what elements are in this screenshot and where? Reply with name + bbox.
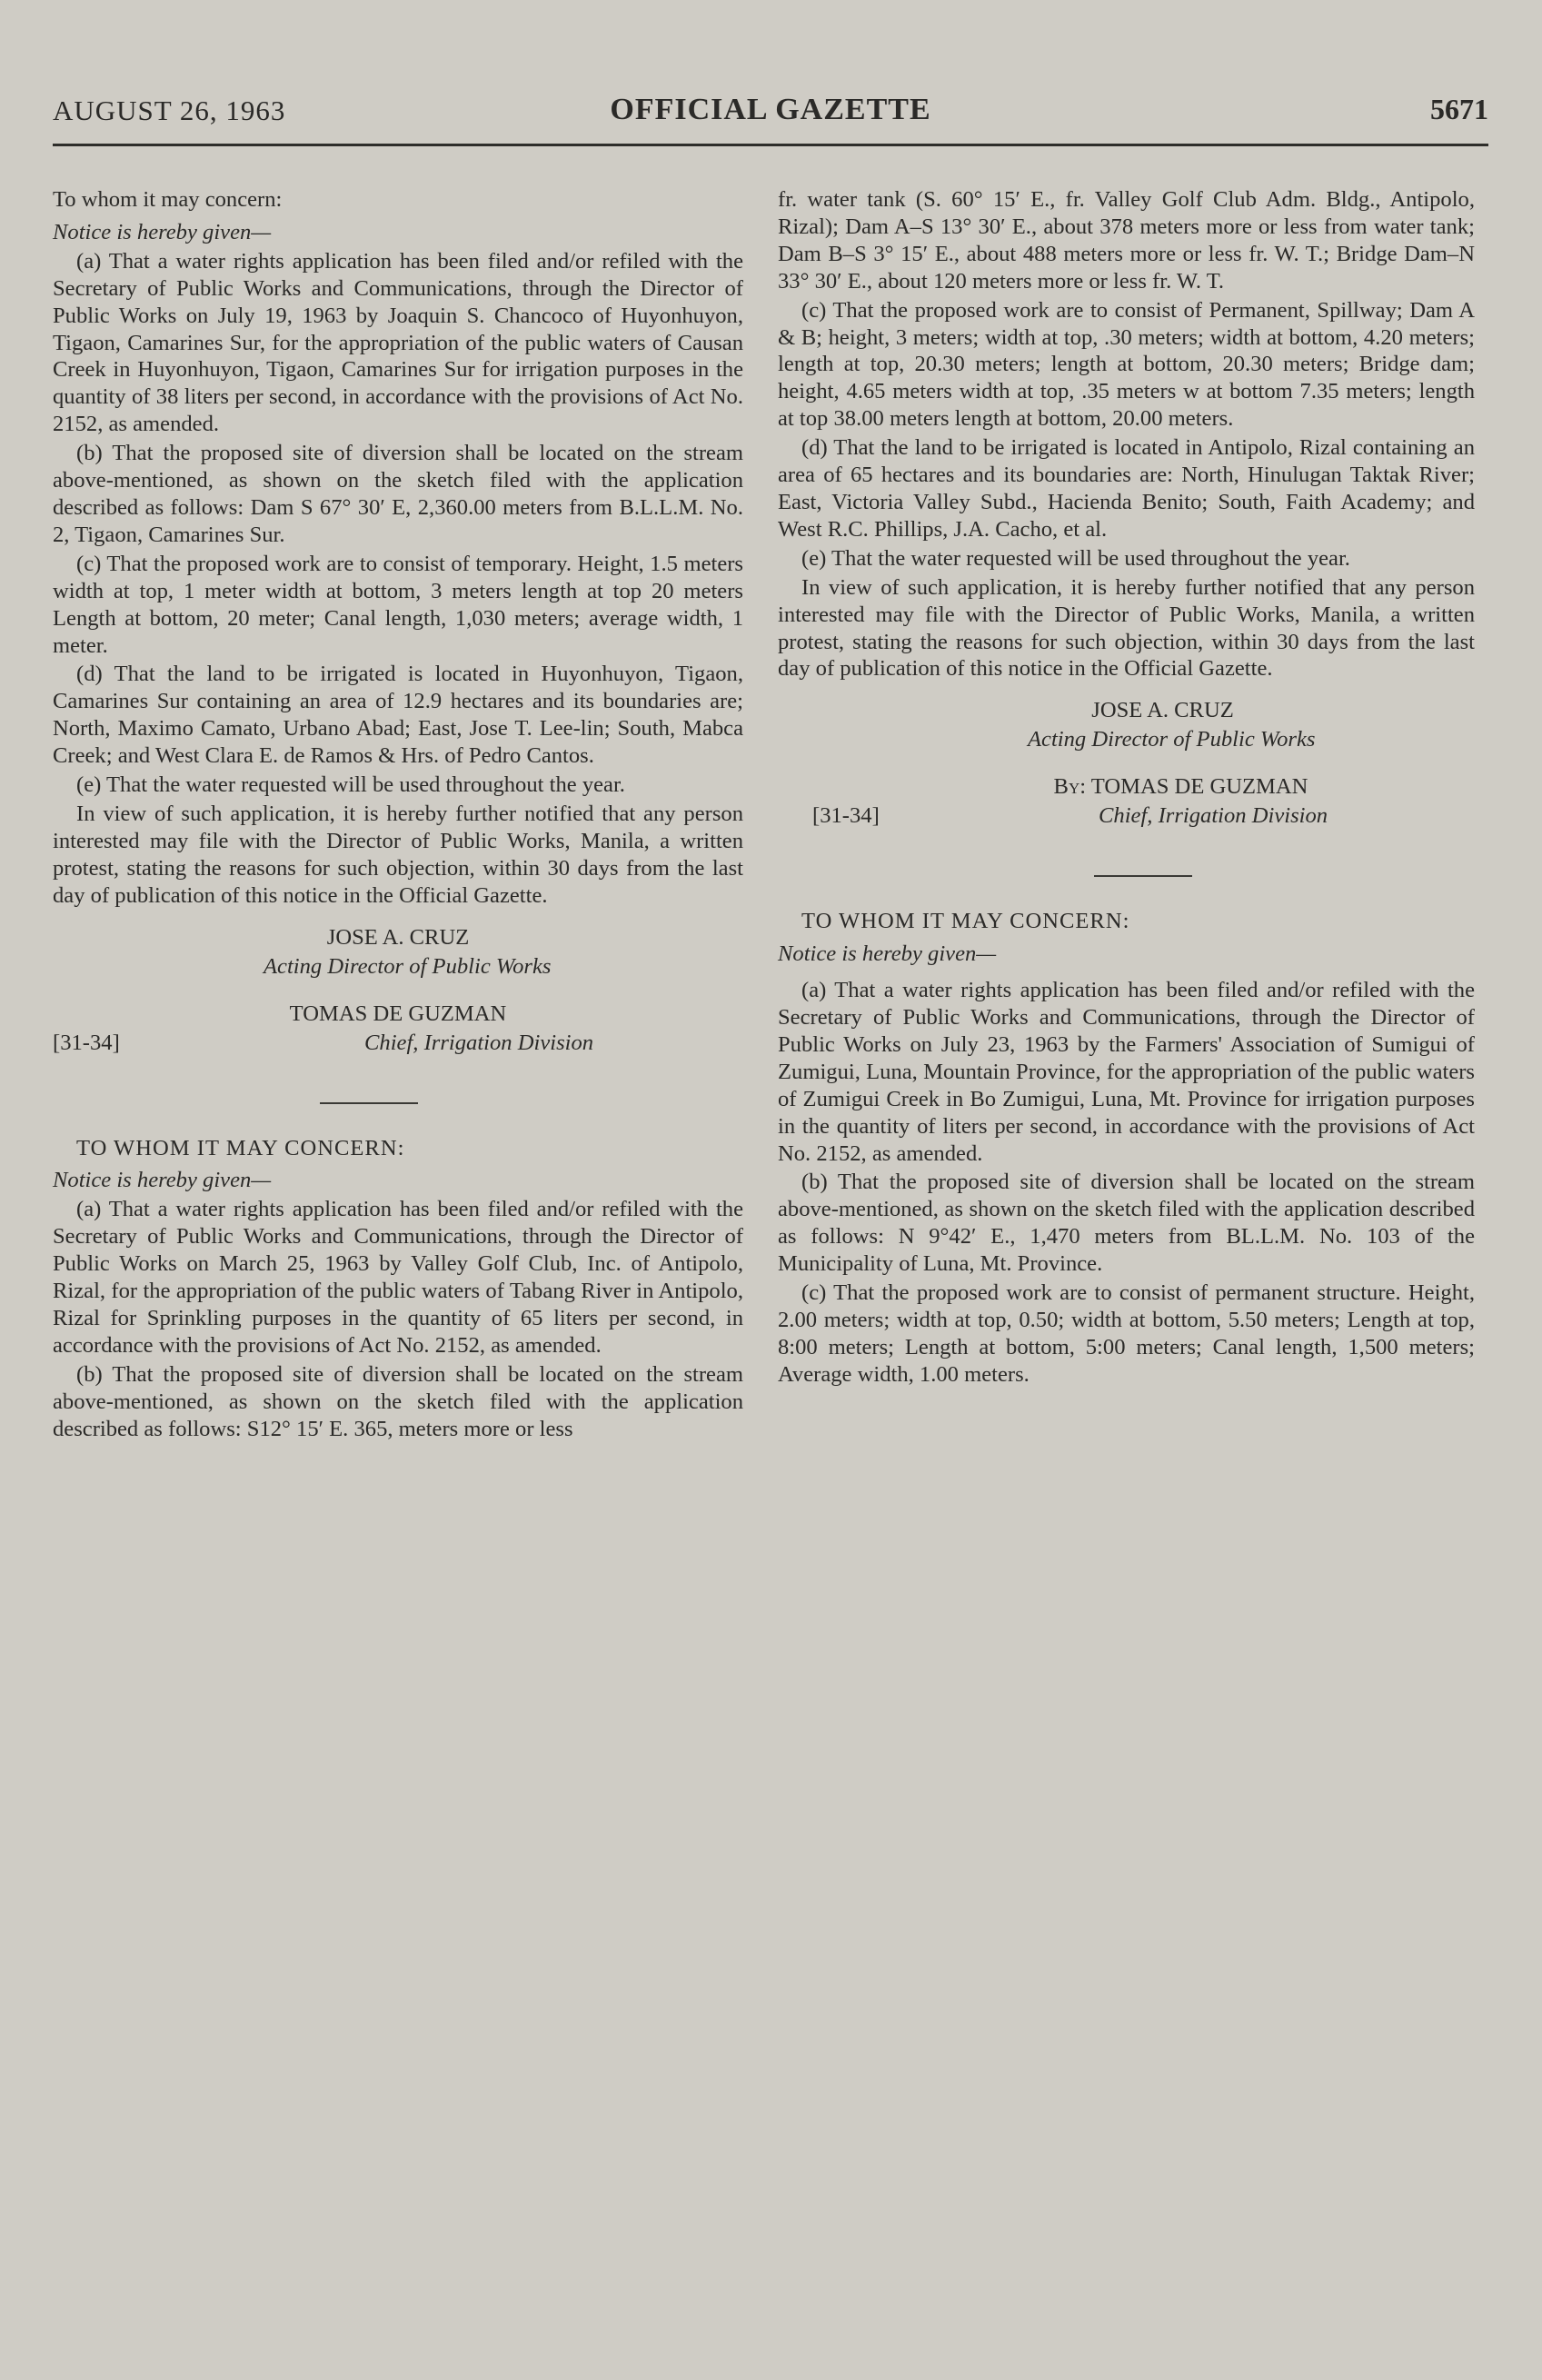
notice2-closing: In view of such application, it is hereby further notified that any person interested may file with the Director of Public Works, Manila, a written protest, stating the reasons for such objection, within 30 days from the last day of publication of this notice in the Official Gazette. [778,574,1475,682]
divider-rule [320,1102,418,1104]
notice1-closing: In view of such application, it is hereby further notified that any person interested may file with the Director of Public Works, Manila, a written protest, stating the reasons for such objection, within 30 days from the last day of publication of this notice in the Official Gazette. [53,801,743,908]
notice1-signer-name: JOSE A. CRUZ [326,924,470,950]
notice1-para-a: (a) That a water rights application has been filed and/or refiled with the Secretary of Public Works and Communications, through the Director of Public Works on July 19, 1963 by Joaquin S. Chancoco of Huyonhuyon, Tigaon, Camarines Sur, for the appropriation of the public waters of Causan Creek in Huyonhuyon, Tigaon, Camarines Sur for irrigation purposes in the quantity of 38 liters per second, in accordance with the provisions of Act No. 2152, as amended. [53,248,743,437]
notice2-signature [778,684,1475,908]
notice2-code: [31-34] [812,803,880,829]
running-header [53,87,1488,142]
notice2-by-title: Chief, Irrigation Division [1099,803,1328,829]
notice2-by-name: By: TOMAS DE GUZMAN [1053,774,1308,800]
notice2-signer-name: JOSE A. CRUZ [1091,698,1234,723]
notice2-para-b-cont: fr. water tank (S. 60° 15′ E., fr. Valley Golf Club Adm. Bldg., Antipolo, Rizal); Dam A–S 13° 30′ E., about 378 meters more or less from water tank; Dam B–S 3° 15′ E., about 488 meters more or less fr. W. T.; Bridge Dam–N 33° 30′ E., about 120 meters more or less fr. W. T. [778,187,1475,294]
notice1-code: [31-34] [53,1030,120,1055]
page-number: 5671 [1430,93,1488,125]
notice1-para-e: (e) That the water requested will be used throughout the year. [76,772,625,798]
notice2-para-d: (d) That the land to be irrigated is located in Antipolo, Rizal containing an area of 65 hectares and its boundaries are: North, Hinulugan Taktak River; East, Victoria Valley Subd., Hacienda Benito; South, Faith Academy; and West R.C. Phillips, J.A. Cacho, et al. [778,435,1475,542]
notice1-signature [53,911,743,1135]
divider-rule [1094,875,1192,877]
issue-date: AUGUST 26, 1963 [53,95,286,126]
notice1-intro: Notice is hereby given— [53,219,272,244]
notice2-salutation: TO WHOM IT MAY CONCERN: [76,1135,405,1160]
notice2-intro: Notice is hereby given— [53,1168,272,1193]
notice2-para-a: (a) That a water rights application has been filed and/or refiled with the Secretary of Public Works and Communications, through the Director of Public Works on March 25, 1963 by Valley Golf Club, Inc. of Antipolo, Rizal, for the appropriation of the public waters of Tabang River in Antipolo, Rizal for Sprinkling purposes in the quantity of 65 liters per second, in accordance with the provisions of Act No. 2152, as amended. [53,1197,743,1358]
notice3-para-b: (b) That the proposed site of diversion shall be located on the stream above-mentioned, as shown on the sketch filed with the application described as follows: N 9°42′ E., 1,470 meters from BL.L.M. No. 103 of the Municipality of Luna, Mt. Province. [778,1170,1475,1277]
notice2-signer-title: Acting Director of Public Works [1028,727,1316,752]
notice1-para-c: (c) That the proposed work are to consist of temporary. Height, 1.5 meters width at top, 1 meter width at bottom, 3 meters length at top 20 meters Length at bottom, 20 meter; Canal length, 1,030 meters; average width, 1 meter. [53,551,743,658]
notice1-by-title: Chief, Irrigation Division [364,1030,594,1055]
notice3-salutation: TO WHOM IT MAY CONCERN: [801,909,1130,934]
notice3-para-a: (a) That a water rights application has been filed and/or refiled with the Secretary of Public Works and Communications, through the Director of Public Works on July 23, 1963 by the Farmers' Association of Sumigui of Zumigui, Luna, Mountain Province, for the appropriation of the public waters of Zumigui Creek in Bo Zumigui, Luna, Mt. Province for irrigation purposes in the quantity of liters per second, in accordance with the provisions of Act No. 2152, as amended. [778,978,1475,1166]
header-rule [53,144,1488,146]
notice3-intro: Notice is hereby given— [778,941,997,967]
notice2-para-c: (c) That the proposed work are to consist of Permanent, Spillway; Dam A & B; height, 3 meters; width at top, .30 meters; width at bottom, 4.20 meters; length at top, 20.30 meters; length at bottom, 20.30 meters; Bridge dam; height, 4.65 meters width at top, .35 meters w at bottom 7.35 meters; length at top 38.00 meters length at bottom, 20.00 meters. [778,297,1475,432]
notice1-para-b: (b) That the proposed site of diversion shall be located on the stream above-mentioned, as shown on the sketch filed with the application described as follows: Dam S 67° 30′ E, 2,360.00 meters from B.L.L.M. No. 2, Tigaon, Camarines Sur. [53,441,743,547]
notice2-para-b: (b) That the proposed site of diversion shall be located on the stream above-mentioned, as shown on the sketch filed with the application described as follows: S12° 15′ E. 365, meters more or less [53,1361,743,1441]
notice3-para-c: (c) That the proposed work are to consist of permanent structure. Height, 2.00 meters; width at top, 0.50; width at bottom, 5.50 meters; Length at top, 8:00 meters; Length at bottom, 5:00 meters; Canal length, 1,500 meters; Average width, 1.00 meters. [778,1280,1475,1387]
publication-title: OFFICIAL GAZETTE [610,93,931,126]
right-column [778,186,1475,1390]
notice1-para-d: (d) That the land to be irrigated is located in Huyonhuyon, Tigaon, Camarines Sur containing an area of 12.9 hectares and its boundaries are; North, Maximo Camato, Urbano Abad; East, Jose T. Lee-lin; South, Mabca Creek; and West Clara E. de Ramos & Hrs. of Pedro Cantos. [53,662,743,769]
notice1-signer-title: Acting Director of Public Works [264,953,552,979]
notice2-para-e: (e) That the water requested will be used throughout the year. [801,545,1350,571]
notice1-salutation: To whom it may concern: [53,187,283,212]
left-column [53,186,743,1445]
notice1-by-name: TOMAS DE GUZMAN [289,1001,507,1026]
